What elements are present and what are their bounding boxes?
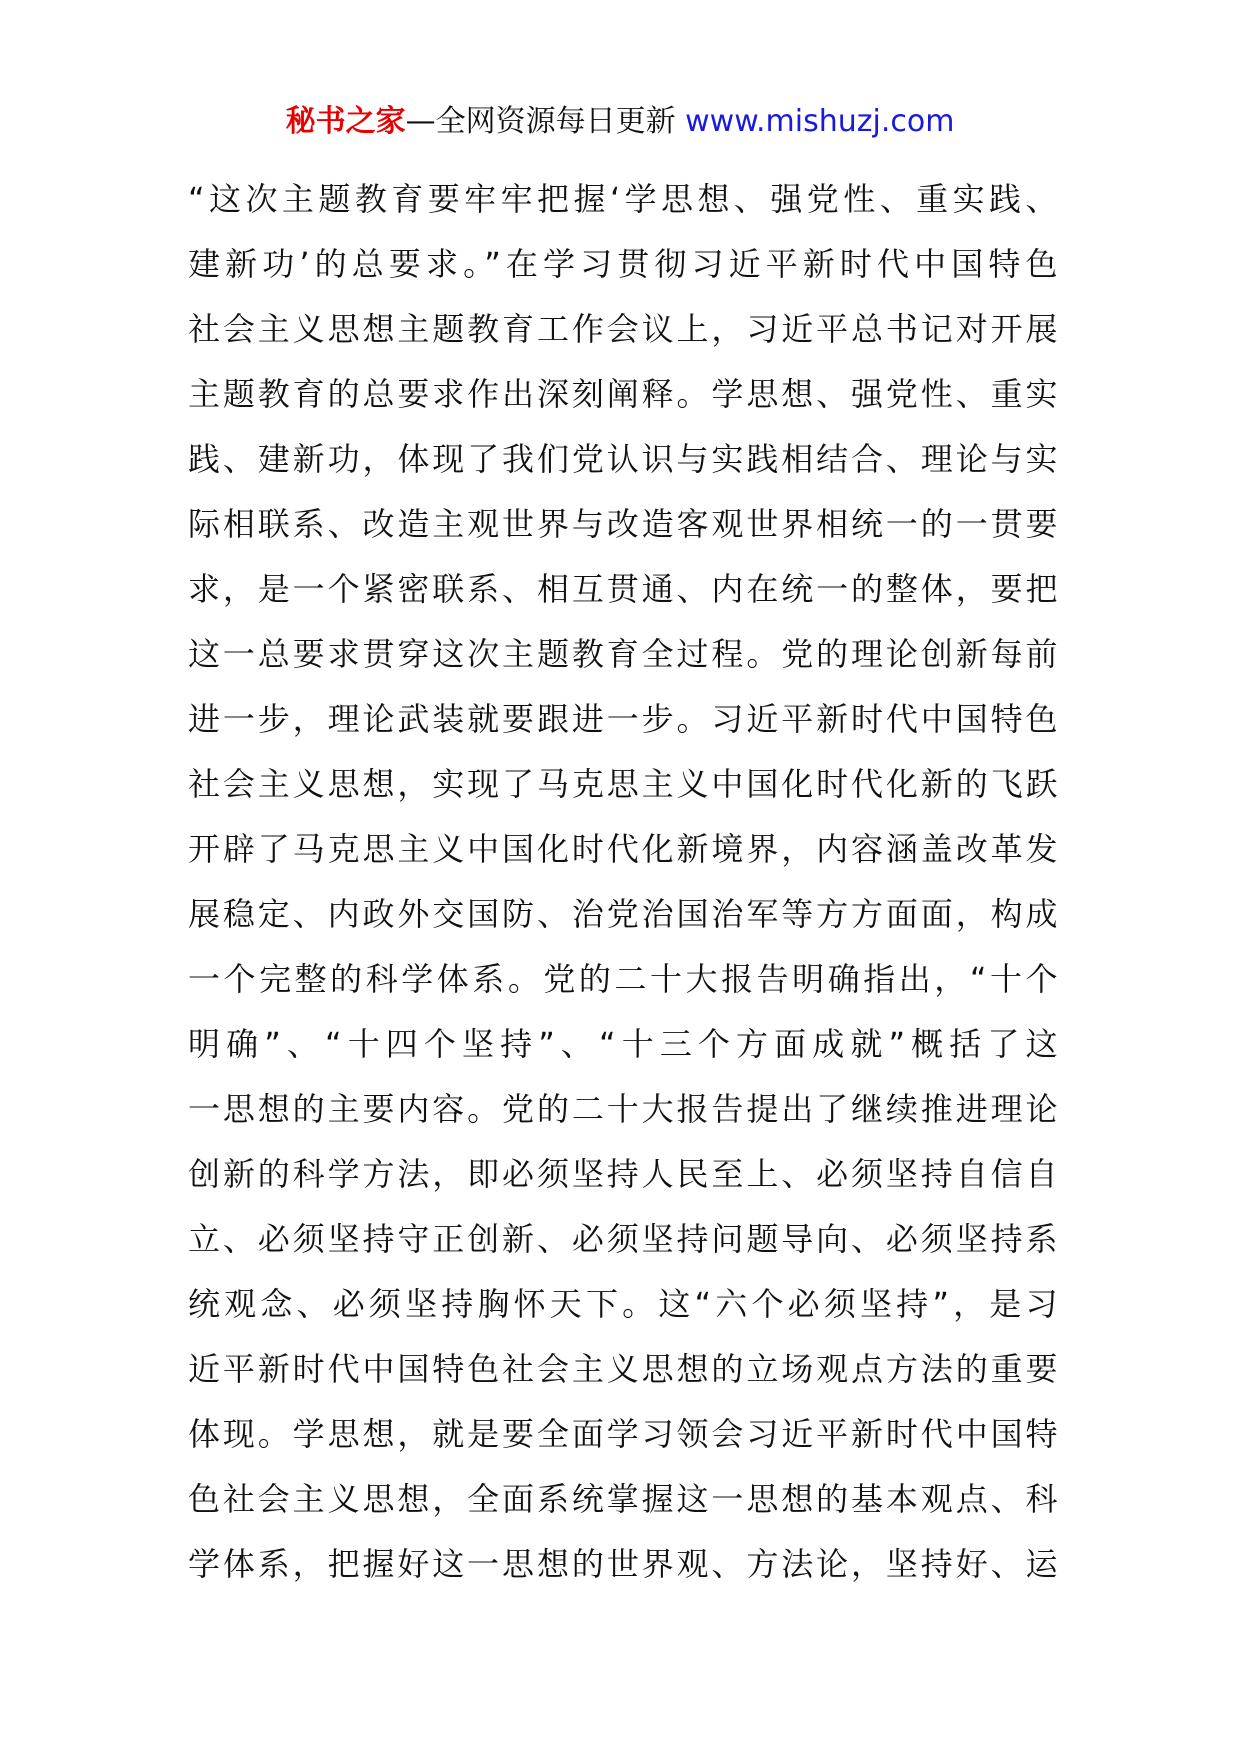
- text-line: 践、建新功，体现了我们党认识与实践相结合、理论与实: [188, 440, 1058, 478]
- text-line: 展稳定、内政外交国防、治党治国治军等方方面面，构成: [188, 895, 1058, 933]
- header-brand: 秘书之家: [285, 104, 406, 139]
- body-paragraph: [188, 167, 1058, 1597]
- text-line: 一思想的主要内容。党的二十大报告提出了继续推进理论: [188, 1090, 1058, 1128]
- text-line: 学体系，把握好这一思想的世界观、方法论，坚持好、运: [188, 1545, 1058, 1583]
- page-header: [0, 100, 1240, 144]
- text-line: 色社会主义思想，全面系统掌握这一思想的基本观点、科: [188, 1480, 1058, 1518]
- header-site-link[interactable]: www.mishuzj.com: [685, 104, 955, 139]
- text-line: 社会主义思想，实现了马克思主义中国化时代化新的飞跃: [188, 765, 1058, 803]
- text-line: 创新的科学方法，即必须坚持人民至上、必须坚持自信自: [188, 1155, 1058, 1193]
- text-line: 求，是一个紧密联系、相互贯通、内在统一的整体，要把: [188, 570, 1058, 608]
- text-line: “这次主题教育要牢牢把握‘学思想、强党性、重实践、: [188, 180, 1058, 218]
- text-line: 际相联系、改造主观世界与改造客观世界相统一的一贯要: [188, 505, 1058, 543]
- text-line: 立、必须坚持守正创新、必须坚持问题导向、必须坚持系: [188, 1220, 1058, 1258]
- text-line: 近平新时代中国特色社会主义思想的立场观点方法的重要: [188, 1350, 1058, 1388]
- text-line: 明确”、“十四个坚持”、“十三个方面成就”概括了这: [188, 1025, 1058, 1063]
- text-line: 统观念、必须坚持胸怀天下。这“六个必须坚持”，是习: [188, 1285, 1058, 1323]
- text-line: 建新功’的总要求。”在学习贯彻习近平新时代中国特色: [188, 245, 1058, 283]
- text-line: 开辟了马克思主义中国化时代化新境界，内容涵盖改革发: [188, 830, 1058, 868]
- text-line: 一个完整的科学体系。党的二十大报告明确指出，“十个: [188, 960, 1058, 998]
- text-line: 主题教育的总要求作出深刻阐释。学思想、强党性、重实: [188, 375, 1058, 413]
- text-line: 进一步，理论武装就要跟进一步。习近平新时代中国特色: [188, 700, 1058, 738]
- header-tagline: —全网资源每日更新: [405, 104, 676, 139]
- text-line: 社会主义思想主题教育工作会议上，习近平总书记对开展: [188, 310, 1058, 348]
- text-line: 这一总要求贯穿这次主题教育全过程。党的理论创新每前: [188, 635, 1058, 673]
- text-line: 体现。学思想，就是要全面学习领会习近平新时代中国特: [188, 1415, 1058, 1453]
